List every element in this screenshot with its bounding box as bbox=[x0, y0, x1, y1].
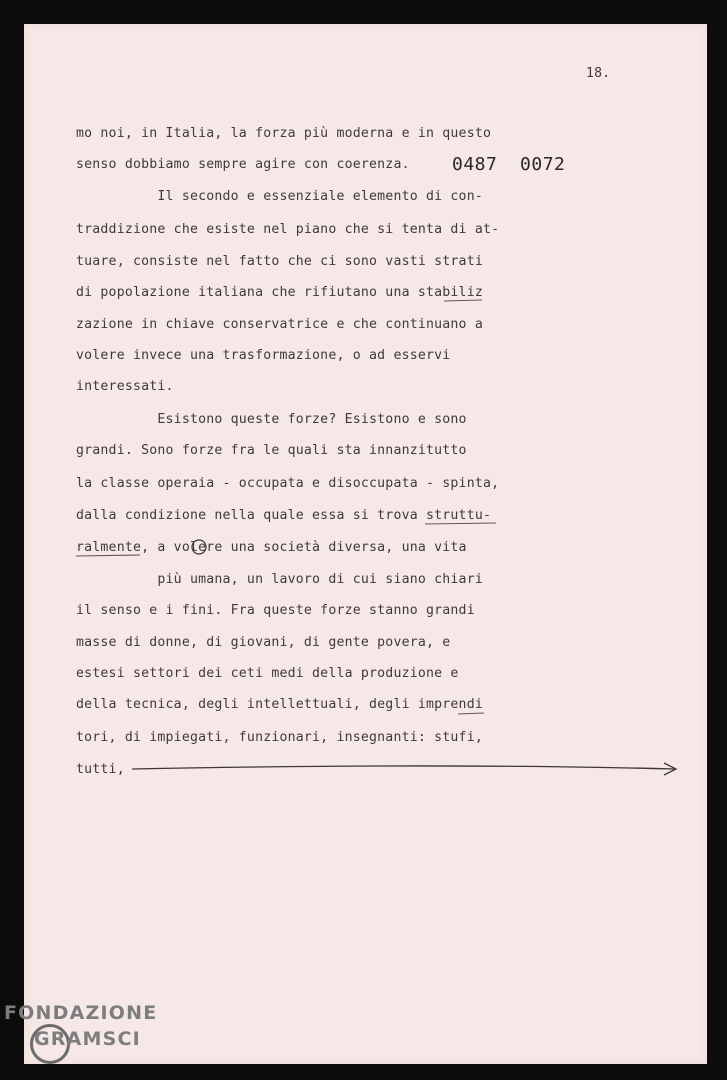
logo-text-line-1: FONDAZIONE bbox=[4, 1002, 158, 1024]
text-line-16: il senso e i fini. Fra queste forze stanno grandi bbox=[76, 603, 475, 618]
text-line-5: tuare, consiste nel fatto che ci sono vasti strati bbox=[76, 254, 483, 269]
text-line-12: la classe operaia - occupata e disoccupata - spinta, bbox=[76, 476, 500, 491]
text-line-17: masse di donne, di giovani, di gente povera, e bbox=[76, 635, 451, 650]
text-line-19: della tecnica, degli intellettuali, degli imprendi bbox=[76, 697, 483, 712]
text-line-6: di popolazione italiana che rifiutano una stabiliz bbox=[76, 285, 483, 300]
fondazione-gramsci-logo bbox=[4, 1002, 204, 1078]
text-line-14: ralmente, a volere una società diversa, una vita bbox=[76, 540, 467, 555]
text-line-3: Il secondo e essenziale elemento di con- bbox=[76, 189, 483, 204]
text-line-10: Esistono queste forze? Esistono e sono bbox=[76, 412, 467, 427]
text-line-20: tori, di impiegati, funzionari, insegnanti: stufi, bbox=[76, 730, 483, 745]
text-line-2: senso dobbiamo sempre agire con coerenza. bbox=[76, 157, 410, 172]
text-line-4: traddizione che esiste nel piano che si tenta di at- bbox=[76, 222, 500, 237]
archive-stamp-number: 0487 0072 bbox=[452, 154, 566, 175]
text-line-21: tutti, bbox=[76, 762, 125, 777]
text-line-7: zazione in chiave conservatrice e che continuano a bbox=[76, 317, 483, 332]
text-line-15: più umana, un lavoro di cui siano chiari bbox=[76, 572, 483, 587]
page-number: 18. bbox=[586, 66, 611, 81]
text-line-18: estesi settori dei ceti medi della produzione e bbox=[76, 666, 459, 681]
text-line-1: mo noi, in Italia, la forza più moderna e in questo bbox=[76, 126, 492, 141]
continuation-arrow-icon bbox=[130, 758, 680, 778]
logo-text-line-2: GRAMSCI bbox=[34, 1028, 141, 1050]
text-line-9: interessati. bbox=[76, 379, 174, 394]
text-line-8: volere invece una trasformazione, o ad esservi bbox=[76, 348, 451, 363]
text-line-13: dalla condizione nella quale essa si trova struttu- bbox=[76, 508, 492, 523]
text-line-11: grandi. Sono forze fra le quali sta innanzitutto bbox=[76, 443, 467, 458]
